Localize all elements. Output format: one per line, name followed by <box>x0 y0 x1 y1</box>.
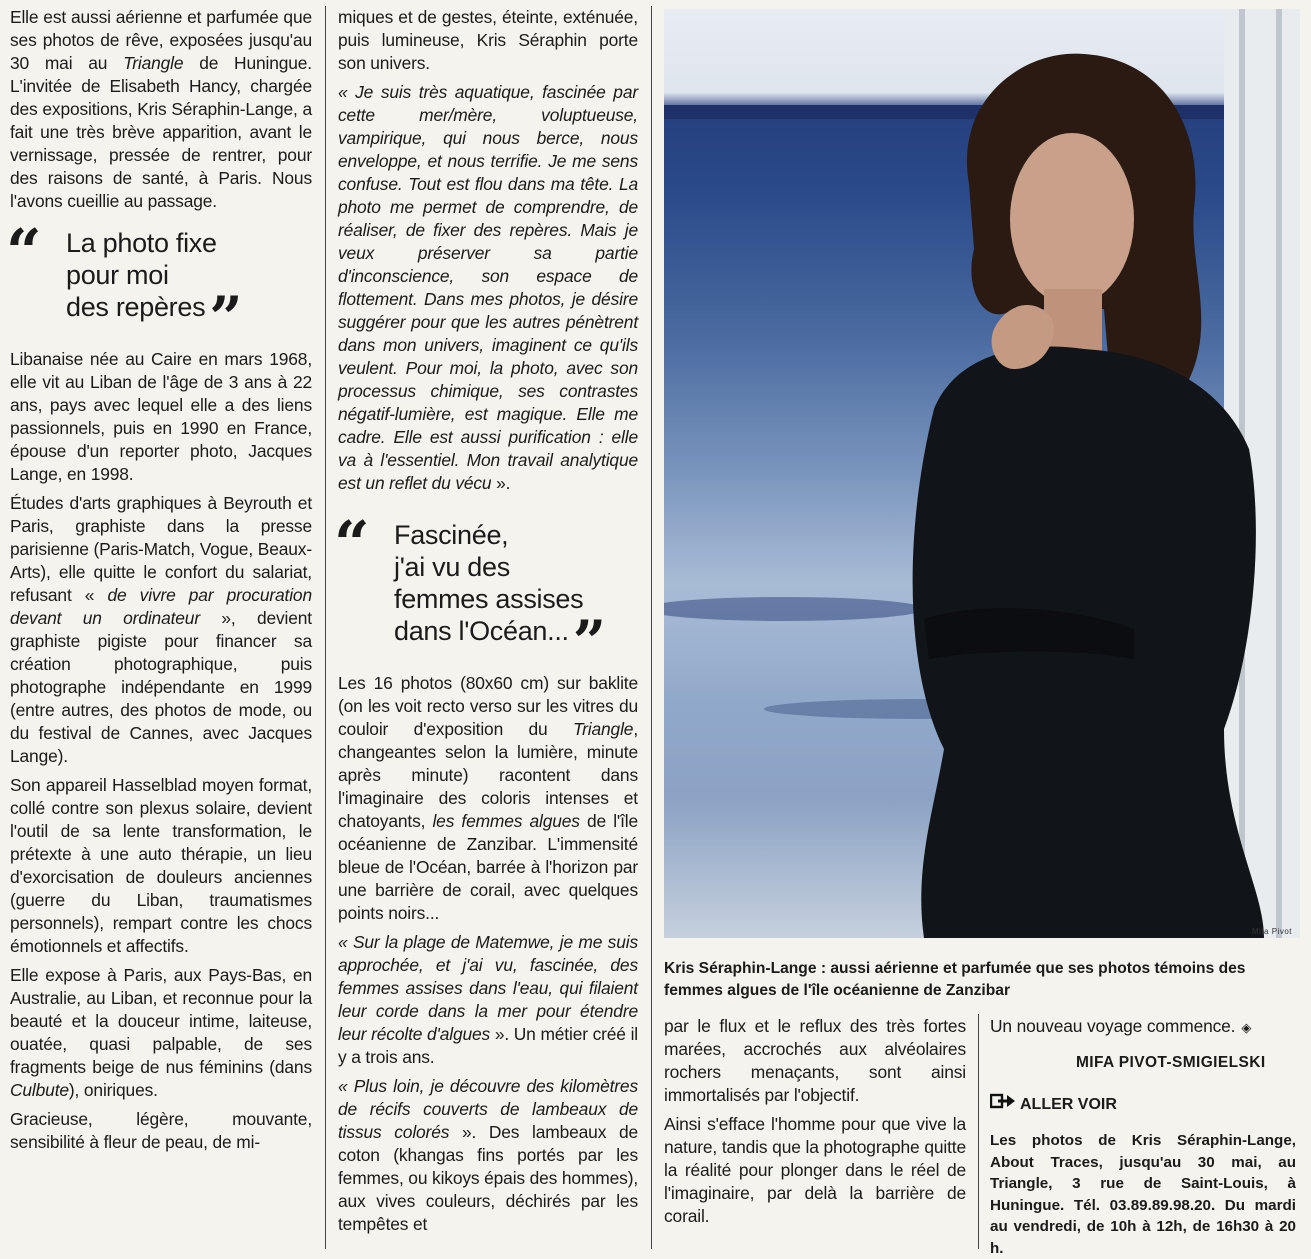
body-paragraph: Études d'arts graphiques à Beyrouth et Paris, graphiste dans la presse parisienne (Paris-Match, Vogue, Beaux-Arts), elle quitte le confort du salariat, refusant « de vivre par procuration devant un ordinateur », devient graphiste pigiste pour financer sa création photographique, puis photographe indépendante en 1999 (entre autres, des photos de mode, ou du festival de Cannes, avec Jacques Lange). <box>10 493 312 766</box>
body-paragraph: par le flux et le reflux des très fortes marées, accrochés aux alvéolaires rochers menaçants, sont ainsi immortalisés par l'objectif. <box>664 1016 966 1105</box>
body-paragraph: Gracieuse, légère, mouvante, sensibilité à fleur de peau, de mi- <box>10 1109 312 1152</box>
article-column-1 <box>6 6 312 1160</box>
article-column-3 <box>664 1015 966 1234</box>
intro-paragraph: Elle est aussi aérienne et parfumée que ses photos de rêve, exposées jusqu'au 30 mai au Triangle de Huningue. L'invitée de Elisabeth Hancy, chargée des expositions, Kris Séraphin-Lange, a fait une très brève apparition, avant le vernissage, pressée de rentrer, pour des raisons de santé, à Paris. Nous l'avons cueillie au passage. <box>10 7 312 211</box>
body-paragraph: Ainsi s'efface l'homme pour que vive la nature, tandis que la photographe quitte la réalité pour plonger dans le réel de l'imaginaire, par delà la barrière de corail. <box>664 1114 966 1226</box>
arrow-right-icon <box>990 1093 1016 1114</box>
photo-credit: Mifa Pivot <box>1251 927 1292 936</box>
quote-paragraph: « Sur la plage de Matemwe, je me suis approchée, et j'ai vu, fascinée, des femmes assises dans l'eau, qui filaient leur corde dans la mer pour étendre leur récolte d'algues ». Un métier créé il y a trois ans. <box>338 932 638 1067</box>
body-paragraph: Les 16 photos (80x60 cm) sur baklite (on les voit recto verso sur les vitres du couloir d'exposition du Triangle, changeantes selon la lumière, minute après minute) racontent dans l'imaginaire des coloris intenses et chatoyants, les femmes algues de l'île océanienne de Zanzibar. L'immensité bleue de l'Océan, barrée à l'horizon par une barrière de corail, avec quelques points noirs... <box>338 673 638 923</box>
column-rule-3 <box>978 1014 979 1249</box>
portrait-photo <box>664 9 1300 938</box>
aller-voir-heading: ALLER VOIR <box>990 1093 1117 1114</box>
article-column-4 <box>990 1015 1296 1045</box>
pull-quote-1: “ La photo fixe pour moi des repères” <box>6 215 243 352</box>
body-paragraph: Son appareil Hasselblad moyen format, collé contre son plexus solaire, devient l'outil de sa lente transformation, le prétexte à une auto thérapie, un lieu d'exorcisation de douleurs anciennes (guerre du Liban, traumatismes personnels), rempart contre les chocs émotionnels et affectifs. <box>10 775 312 956</box>
closing-paragraph: Un nouveau voyage commence. ◈ <box>990 1015 1296 1039</box>
portrait-illustration <box>664 9 1300 938</box>
article-column-2 <box>334 6 639 1242</box>
author-byline: MIFA PIVOT-SMIGIELSKI <box>1076 1054 1266 1071</box>
exhibition-info: Les photos de Kris Séraphin-Lange, About Traces, jusqu'au 30 mai, au Triangle, 3 rue de Saint-Louis, à Huningue. Tél. 03.89.89.98.20. Du mardi au vendredi, de 10h à 12h, de 16h30 à 20 h. <box>990 1132 1296 1257</box>
column-rule-2 <box>651 6 652 1249</box>
quote-paragraph: « Je suis très aquatique, fascinée par cette mer/mère, voluptueuse, vampirique, qui nous berce, nous enveloppe, et nous terrifie. Je me sens confuse. Tout est flou dans ma tête. La photo me permet de comprendre, de réaliser, de fixer des repères. Mais je veux préserver sa partie d'inconscience, son espace de flottement. Dans mes photos, je désire suggérer pour que les autres pénètrent dans mon univers, imaginent ce qu'ils veulent. Pour moi, la photo, avec son processus chimique, ses contrastes négatif-lumière, est magique. Elle me cadre. Elle est aussi purification : elle va à l'essentiel. Mon travail analytique est un reflet du vécu ». <box>338 82 638 493</box>
quote-open-icon: “ <box>6 215 42 288</box>
column-rule-1 <box>325 6 326 1249</box>
end-mark-icon: ◈ <box>1241 1020 1252 1035</box>
quote-paragraph: « Plus loin, je découvre des kilomètres de récifs couverts de lambeaux de tissus colorés ». Des lambeaux de coton (khangas fins portés par les femmes, ou kikoys épais des hommes), aux vives couleurs, déchirés par les tempêtes et <box>338 1076 639 1234</box>
pull-quote-2: “ Fascinée, j'ai vu des femmes assises dans l'Océan...” <box>334 507 606 676</box>
body-paragraph: Libanaise née au Caire en mars 1968, elle vit au Liban de l'âge de 3 ans à 22 ans, pays avec lequel elle a des liens passionnels, puis en 1990 en France, épouse d'un reporter photo, Jacques Lange, en 1998. <box>10 349 312 484</box>
photo-caption: Kris Séraphin-Lange : aussi aérienne et parfumée que ses photos témoins des femmes algues de l'île océanienne de Zanzibar <box>664 960 1246 999</box>
quote-close-icon: ” <box>572 608 606 676</box>
body-paragraph: miques et de gestes, éteinte, exténuée, puis lumineuse, Kris Séraphin porte son univers. <box>338 7 638 73</box>
quote-open-icon: “ <box>334 507 370 580</box>
body-paragraph: Elle expose à Paris, aux Pays-Bas, en Australie, au Liban, et reconnue pour la beauté et la douceur intime, laiteuse, ouatée, quasi palpable, de ses fragments beige de nus féminins (dans Culbute), oniriques. <box>10 965 312 1100</box>
quote-close-icon: ” <box>209 284 243 352</box>
